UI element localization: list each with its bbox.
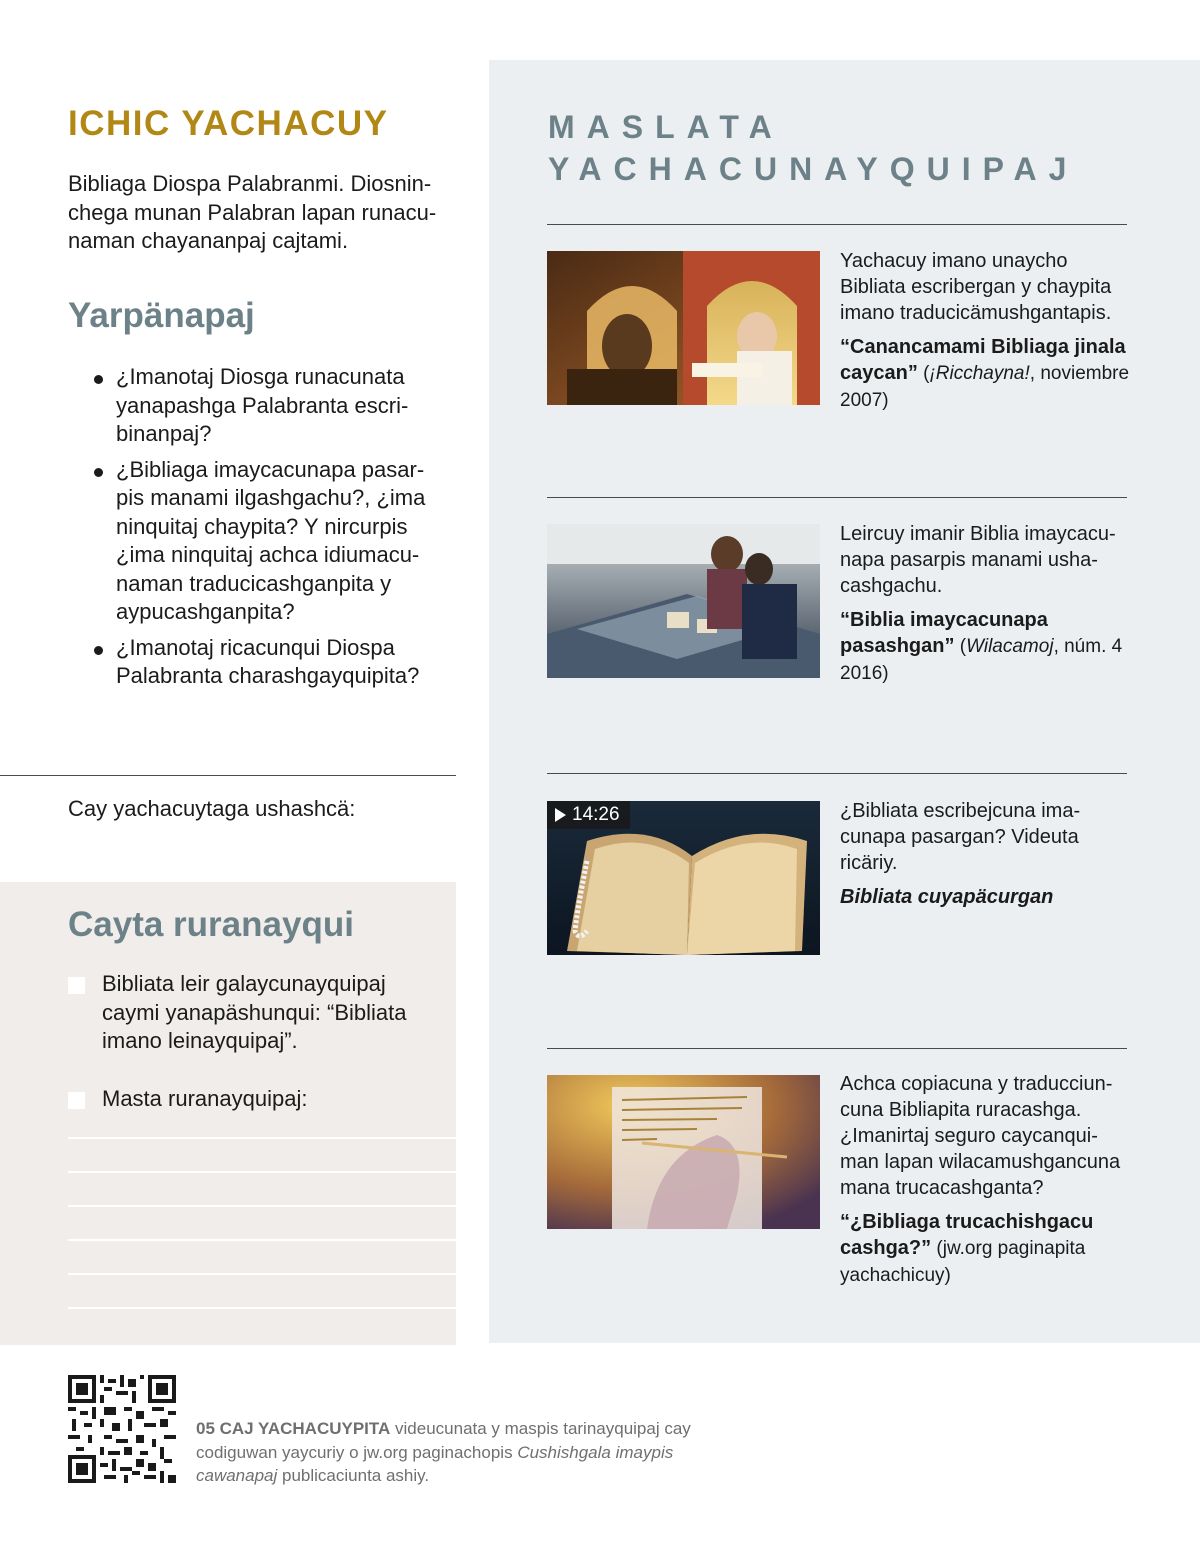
review-question: ¿Bibliaga imaycacunapa pasar-pis manami ilgashgachu?, ¿ima ninquitaj chaypita? Y nircurpis ¿ima ninquitaj achca idiumacu-naman traducicashganpita y aypucashganpita? [92,456,452,627]
reference-title: “Canancamami Bibliaga jinala caycan” [840,336,1126,384]
divider [547,497,1127,498]
item-description: ¿Bibliata escribejcuna ima-cunapa pasargan? Videuta ricäriy. [840,800,1081,874]
writing-line[interactable] [68,1239,456,1241]
publication-title: Cushishgala imaypis cawanapaj [196,1442,674,1485]
thumbnail-bible-writing[interactable] [547,251,820,405]
study-completed-label: Cay yachacuytaga ushashcä: [68,796,356,821]
video-duration-badge: 14:26 [547,801,630,829]
checklist-text: Bibliata leir galaycunayquipaj caymi yanapäshunqui: “Bibliata imano leinayquipaj”. [102,971,407,1053]
item-reference[interactable] [840,884,1130,910]
thumbnail-manuscript-copying[interactable] [547,1075,820,1229]
checklist-item [68,970,442,1056]
learn-more-item [840,1071,1130,1289]
writing-line[interactable] [68,1171,456,1173]
learn-more-title: MASLATA YACHACUNAYQUIPAJ [548,109,1079,187]
qr-code-icon[interactable] [68,1375,176,1483]
thumbnail-video-old-bible[interactable] [547,801,820,955]
writing-line[interactable] [68,1205,456,1207]
item-description: Leircuy imanir Biblia imaycacu-napa pasarpis manami usha-cashgachu. [840,523,1116,597]
writing-line[interactable] [68,1273,456,1275]
reference-title: “Biblia imaycacunapa pasashgan” [840,609,1048,657]
section-label: ICHIC YACHACUY [68,104,389,143]
review-question: ¿Imanotaj Diosga runacunata yanapashga Palabranta escri-binanpaj? [92,363,452,449]
item-reference[interactable]: “Canancamami Bibliaga jinala caycan” (¡Ricchayna!, noviembre 2007) [840,336,1130,411]
play-icon [555,808,566,822]
thumbnail-museum-display[interactable] [547,524,820,678]
learn-more-item [840,798,1130,910]
item-reference[interactable]: “¿Bibliaga trucachishgacu cashga?” (jw.org paginapita yachachicuy) [840,1211,1094,1286]
intro-paragraph: Bibliaga Diospa Palabranmi. Diosnin-chega munan Palabran lapan runacu-naman chayananpaj cajtami. [68,171,437,253]
publication-name: Wilacamoj [966,636,1054,657]
item-description: Yachacuy imano unaycho Bibliata escribergan y chaypita imano traducicämushgantapis. [840,250,1112,324]
review-question-list [92,363,452,698]
review-heading: Yarpänapaj [68,296,255,335]
try-heading: Cayta ruranayqui [68,905,354,944]
checklist-text: Masta ruranayquipaj: [102,1086,308,1111]
video-title: Bibliata cuyapäcurgan [840,886,1054,908]
try-this-box [0,882,456,1345]
item-description: Achca copiacuna y traducciun-cuna Bibliapita ruracashga. ¿Imanirtaj seguro caycanqui-man lapan wilacamushgancuna mana trucacashganta? [840,1073,1121,1199]
divider [547,773,1127,774]
learn-more-item [840,521,1130,687]
publication-name: ¡Ricchayna! [929,363,1030,384]
checklist-item [68,1085,442,1114]
divider [547,224,1127,225]
checkbox[interactable] [68,1092,85,1109]
reference-title: “¿Bibliaga trucachishgacu cashga?” [840,1211,1094,1259]
learn-more-item [840,248,1130,414]
writing-line[interactable] [68,1137,456,1139]
divider [547,1048,1127,1049]
footer-note: 05 CAJ YACHACUYPITA videucunata y maspis tarinayquipaj cay codiguwan yaycuriy o jw.org paginachopis Cushishgala imaypis cawanapaj publicaciunta ashiy. [196,1419,691,1485]
checkbox[interactable] [68,977,85,994]
writing-line[interactable] [68,1307,456,1309]
item-reference[interactable]: “Biblia imaycacunapa pasashgan” (Wilacamoj, núm. 4 2016) [840,609,1123,684]
divider [0,775,456,776]
review-question: ¿Imanotaj ricacunqui Diospa Palabranta charashgayquipita? [92,634,452,691]
